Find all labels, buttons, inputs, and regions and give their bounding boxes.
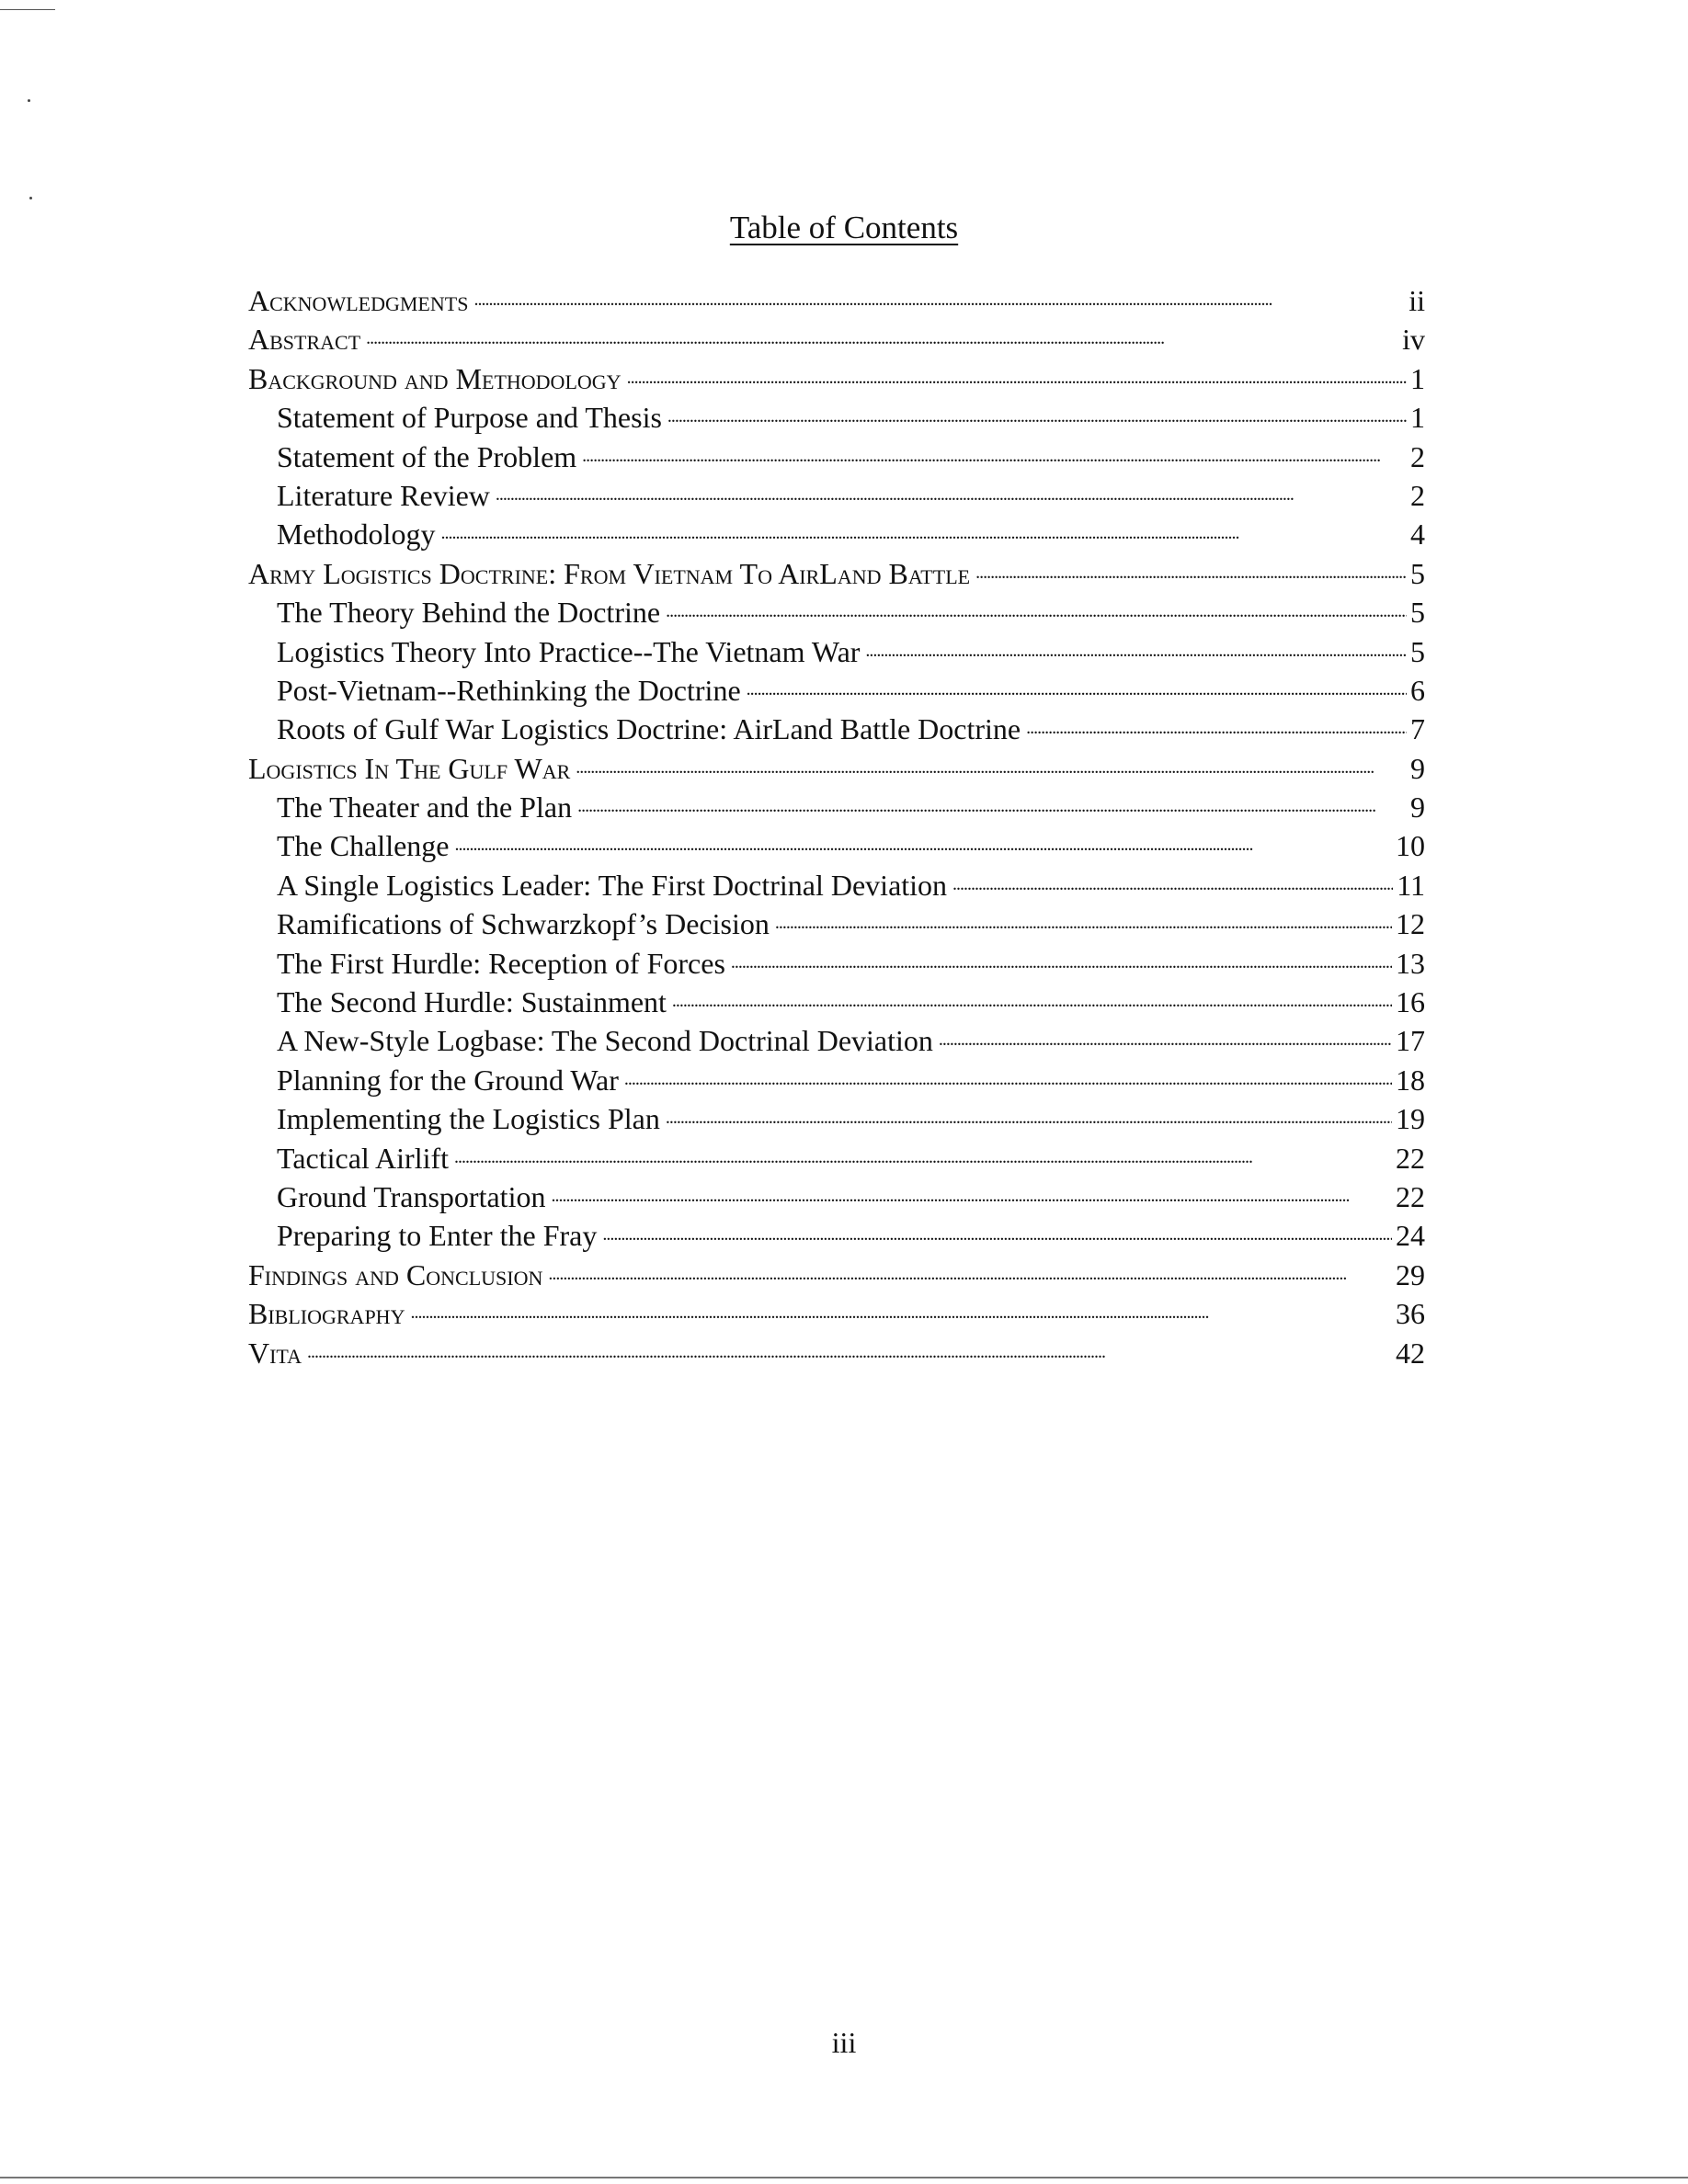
toc-entry-page: 11 (1397, 868, 1425, 902)
toc-subsection-entry[interactable] (248, 438, 1425, 476)
toc-section-entry[interactable] (248, 281, 1425, 320)
toc-entry-label: Ramifications of Schwarzkopf’s Decision (277, 907, 770, 941)
scan-artifact-line (0, 2177, 1688, 2178)
toc-entry-label: A New-Style Logbase: The Second Doctrinal Deviation (277, 1024, 933, 1058)
toc-dot-leader (602, 1216, 1392, 1246)
toc-entry-label: Bibliography (248, 1297, 405, 1331)
toc-section-entry[interactable] (248, 554, 1425, 593)
toc-section-entry[interactable] (248, 1294, 1425, 1333)
toc-entry-label: Methodology (277, 518, 436, 552)
toc-dot-leader (366, 320, 1398, 349)
toc-dot-leader (731, 944, 1392, 973)
toc-entry-label: Planning for the Ground War (277, 1063, 619, 1097)
toc-dot-leader (939, 1021, 1392, 1051)
toc-dot-leader (496, 476, 1407, 506)
toc-subsection-entry[interactable] (248, 1021, 1425, 1060)
toc-section-entry[interactable] (248, 320, 1425, 358)
toc-entry-label: Literature Review (277, 478, 490, 512)
toc-entry-page: 5 (1410, 634, 1425, 668)
toc-entry-page: 17 (1396, 1024, 1425, 1058)
toc-dot-leader (672, 983, 1392, 1012)
toc-entry-label: Acknowledgments (248, 284, 469, 317)
toc-subsection-entry[interactable] (248, 1139, 1425, 1177)
scan-artifact-speck (29, 197, 32, 199)
toc-subsection-entry[interactable] (248, 398, 1425, 437)
toc-entry-label: Statement of the Problem (277, 439, 577, 473)
toc-entry-label: The Second Hurdle: Sustainment (277, 985, 667, 1019)
toc-entry-label: Vita (248, 1336, 302, 1370)
toc-entry-page: 13 (1396, 946, 1425, 980)
toc-dot-leader (975, 554, 1407, 584)
table-of-contents (248, 281, 1425, 1372)
toc-entry-page: 10 (1396, 829, 1425, 863)
toc-dot-leader (667, 398, 1407, 427)
toc-entry-page: 36 (1396, 1297, 1425, 1331)
toc-entry-label: The Theory Behind the Doctrine (277, 596, 661, 630)
toc-entry-page: 22 (1396, 1141, 1425, 1175)
toc-entry-page: 1 (1410, 401, 1425, 435)
toc-subsection-entry[interactable] (248, 983, 1425, 1021)
toc-subsection-entry[interactable] (248, 788, 1425, 826)
toc-entry-page: 6 (1410, 673, 1425, 707)
toc-entry-label: The First Hurdle: Reception of Forces (277, 946, 725, 980)
toc-entry-label: Background and Methodology (248, 361, 622, 395)
toc-dot-leader (952, 866, 1393, 895)
toc-dot-leader (775, 904, 1392, 934)
toc-entry-label: Findings and Conclusion (248, 1257, 543, 1291)
toc-entry-label: The Challenge (277, 829, 450, 863)
toc-entry-page: 24 (1396, 1219, 1425, 1253)
toc-entry-label: Preparing to Enter the Fray (277, 1219, 598, 1253)
toc-section-entry[interactable] (248, 1256, 1425, 1294)
toc-entry-label: Roots of Gulf War Logistics Doctrine: AirLand Battle Doctrine (277, 712, 1021, 746)
page-title (0, 210, 1688, 246)
toc-dot-leader (454, 1139, 1392, 1168)
toc-entry-page: 9 (1410, 751, 1425, 785)
toc-subsection-entry[interactable] (248, 671, 1425, 710)
toc-entry-page: 29 (1396, 1257, 1425, 1291)
toc-entry-page: 22 (1396, 1179, 1425, 1213)
toc-dot-leader (576, 749, 1407, 779)
toc-dot-leader (865, 632, 1407, 662)
toc-entry-label: Implementing the Logistics Plan (277, 1102, 660, 1136)
toc-entry-page: 5 (1410, 556, 1425, 590)
toc-subsection-entry[interactable] (248, 1061, 1425, 1099)
toc-entry-page: 18 (1396, 1063, 1425, 1097)
toc-subsection-entry[interactable] (248, 515, 1425, 553)
toc-entry-page: 19 (1396, 1102, 1425, 1136)
toc-entry-label: Statement of Purpose and Thesis (277, 401, 662, 435)
toc-dot-leader (551, 1177, 1392, 1207)
toc-entry-page: 2 (1410, 439, 1425, 473)
toc-entry-page: 16 (1396, 985, 1425, 1019)
toc-subsection-entry[interactable] (248, 944, 1425, 983)
toc-entry-page: 1 (1410, 361, 1425, 395)
toc-entry-page: 2 (1410, 478, 1425, 512)
toc-entry-page: 4 (1410, 518, 1425, 552)
toc-subsection-entry[interactable] (248, 632, 1425, 671)
toc-subsection-entry[interactable] (248, 1216, 1425, 1255)
toc-dot-leader (440, 515, 1407, 544)
toc-entry-page: 9 (1410, 791, 1425, 825)
toc-entry-page: 42 (1396, 1336, 1425, 1370)
toc-subsection-entry[interactable] (248, 1099, 1425, 1138)
toc-entry-label: The Theater and the Plan (277, 791, 573, 825)
toc-entry-page: 12 (1396, 907, 1425, 941)
toc-entry-page: ii (1409, 284, 1425, 317)
toc-dot-leader (747, 671, 1407, 700)
toc-dot-leader (1026, 710, 1407, 739)
toc-entry-label: Logistics Theory Into Practice--The Vietnam War (277, 634, 861, 668)
toc-entry-label: Tactical Airlift (277, 1141, 450, 1175)
toc-dot-leader (582, 438, 1407, 467)
toc-entry-page: iv (1402, 323, 1425, 357)
toc-dot-leader (454, 826, 1392, 856)
toc-subsection-entry[interactable] (248, 826, 1425, 865)
toc-subsection-entry[interactable] (248, 710, 1425, 748)
toc-dot-leader (624, 1061, 1392, 1090)
toc-dot-leader (577, 788, 1407, 817)
scan-artifact-line (0, 9, 55, 10)
page-title-text: Table of Contents (729, 210, 959, 245)
toc-entry-page: 7 (1410, 712, 1425, 746)
toc-subsection-entry[interactable] (248, 593, 1425, 631)
toc-entry-label: Army Logistics Doctrine: From Vietnam To AirLand Battle (248, 556, 971, 590)
toc-dot-leader (410, 1294, 1392, 1324)
toc-dot-leader (666, 593, 1407, 622)
toc-subsection-entry[interactable] (248, 1177, 1425, 1216)
toc-dot-leader (627, 359, 1407, 389)
scan-artifact-speck (28, 99, 30, 102)
toc-entry-label: Logistics In The Gulf War (248, 751, 571, 785)
toc-dot-leader (307, 1334, 1392, 1363)
toc-entry-label: A Single Logistics Leader: The First Doctrinal Deviation (277, 868, 948, 902)
toc-entry-label: Ground Transportation (277, 1179, 546, 1213)
toc-subsection-entry[interactable] (248, 476, 1425, 515)
toc-dot-leader (548, 1256, 1392, 1285)
toc-entry-label: Post-Vietnam--Rethinking the Doctrine (277, 673, 741, 707)
toc-entry-page: 5 (1410, 596, 1425, 630)
toc-section-entry[interactable] (248, 359, 1425, 398)
toc-section-entry[interactable] (248, 1334, 1425, 1372)
toc-section-entry[interactable] (248, 749, 1425, 788)
toc-entry-label: Abstract (248, 323, 361, 357)
toc-subsection-entry[interactable] (248, 866, 1425, 904)
toc-dot-leader (473, 281, 1405, 311)
page-number: iii (831, 2026, 857, 2059)
toc-subsection-entry[interactable] (248, 904, 1425, 943)
toc-dot-leader (666, 1099, 1392, 1129)
